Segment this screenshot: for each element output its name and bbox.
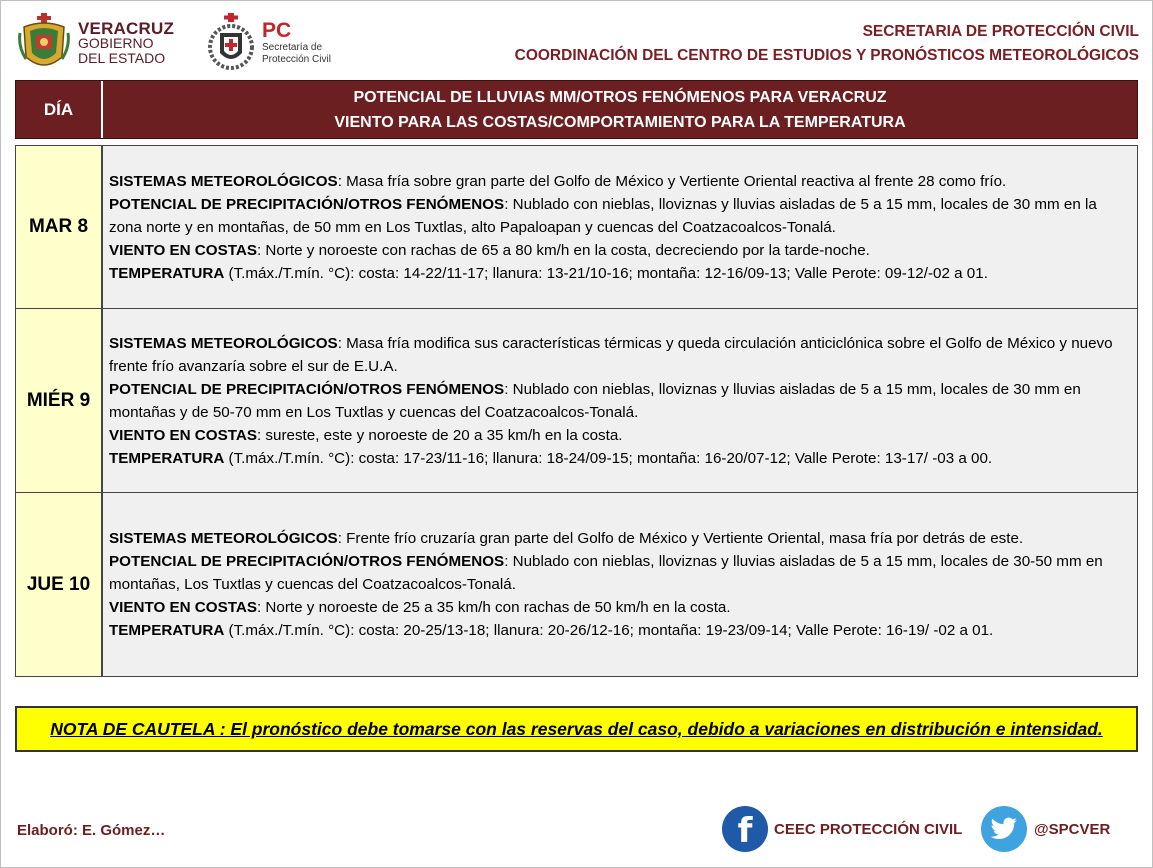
precipitacion-label: POTENCIAL DE PRECIPITACIÓN/OTROS FENÓMENOS <box>109 195 505 213</box>
temperatura-label: TEMPERATURA <box>109 449 225 467</box>
forecast-table-header <box>15 80 1138 139</box>
sistemas-text: : Masa fría modifica sus características térmicas y queda circulación anticiclónica sobre el Golfo de México y nuevo frente frío avanzaría sobre el sur de E.U.A. <box>109 334 1113 375</box>
precipitacion-label: POTENCIAL DE PRECIPITACIÓN/OTROS FENÓMENOS <box>109 553 505 570</box>
temperatura-line <box>109 262 1123 285</box>
column-header-day: DÍA <box>16 81 103 138</box>
twitter-label[interactable]: @SPCVER <box>1034 820 1111 838</box>
precipitacion-text: : Nublado con nieblas, lloviznas y lluvias aisladas de 5 a 15 mm, locales de 30 mm en la zona norte y en montañas, de 50 mm en Los Tuxtlas, alto Papaloapan y cuencas del Coatzacoalcos-Tonalá. <box>109 195 1097 236</box>
temperatura-text: (T.máx./T.mín. °C): costa: 14-22/11-17; llanura: 13-21/10-16; montaña: 12-16/09-13; Valle Perote: 09-12/-02 a 01. <box>224 264 988 282</box>
pc-logo-sub1: Secretaría de <box>262 42 323 53</box>
precipitacion-text: : Nublado con nieblas, lloviznas y lluvias aisladas de 5 a 15 mm, locales de 30-50 mm en montañas, Los Tuxtlas y cuencas del Coatzacoalcos-Tonalá. <box>109 553 1103 593</box>
header-title-coordinacion: COORDINACIÓN DEL CENTRO DE ESTUDIOS Y PRONÓSTICOS METEOROLÓGICOS <box>514 47 1139 64</box>
facebook-link[interactable] <box>722 806 962 852</box>
viento-line <box>109 596 1123 619</box>
viento-line <box>109 239 1123 262</box>
nota-de-cautela <box>15 706 1138 752</box>
header-title-secretaria: SECRETARIA DE PROTECCIÓN CIVIL <box>862 23 1139 40</box>
viento-text: : Norte y noroeste con rachas de 65 a 80 km/h en la costa, decreciendo por la tarde-noche. <box>256 241 870 259</box>
pc-logo-title: PC <box>262 19 292 42</box>
forecast-day-cell: JUE 10 <box>16 493 103 676</box>
sistemas-label: SISTEMAS METEOROLÓGICOS <box>109 172 338 190</box>
forecast-day-cell: MIÉR 9 <box>16 309 103 492</box>
proteccion-civil-logo <box>206 12 356 74</box>
temperatura-label: TEMPERATURA <box>109 264 225 282</box>
sistemas-label: SISTEMAS METEOROLÓGICOS <box>109 334 338 352</box>
forecast-row-mier9 <box>15 308 1138 492</box>
forecast-detail-cell <box>103 146 1137 308</box>
pc-shield-icon <box>206 13 256 73</box>
column-header-line1: POTENCIAL DE LLUVIAS MM/OTROS FENÓMENOS PARA VERACRUZ <box>353 88 887 106</box>
temperatura-line <box>109 619 1123 642</box>
viento-text: : sureste, este y noroeste de 20 a 35 km/h en la costa. <box>256 426 623 444</box>
sistemas-text: : Frente frío cruzaría gran parte del Golfo de México y Vertiente Oriental, masa fría por detrás de este. <box>337 530 1024 547</box>
elaboro-credit: Elaboró: E. Gómez… <box>17 822 166 839</box>
forecast-row-jue10 <box>15 492 1138 677</box>
forecast-detail-cell <box>103 493 1137 676</box>
precipitacion-line <box>109 378 1123 424</box>
forecast-day-cell: MAR 8 <box>16 146 103 308</box>
column-header-forecast <box>103 81 1137 138</box>
veracruz-logo-line1: VERACRUZ <box>78 18 175 38</box>
veracruz-crest-icon <box>18 13 70 73</box>
viento-label: VIENTO EN COSTAS <box>109 599 257 616</box>
temperatura-text: (T.máx./T.mín. °C): costa: 17-23/11-16; llanura: 18-24/09-15; montaña: 16-20/07-12; Valle Perote: 13-17/ -03 a 00. <box>224 449 993 467</box>
forecast-table-body <box>15 145 1138 677</box>
temperatura-label: TEMPERATURA <box>109 622 225 639</box>
forecast-detail-cell <box>103 309 1137 492</box>
sistemas-text: : Masa fría sobre gran parte del Golfo de México y Vertiente Oriental reactiva al frente 28 como frío. <box>337 172 1007 190</box>
sistemas-line <box>109 527 1123 550</box>
veracruz-logo-line3: DEL ESTADO <box>78 49 166 66</box>
precipitacion-text: : Nublado con nieblas, lloviznas y lluvias aisladas de 5 a 15 mm, locales de 30 mm en montañas y de 50-70 mm en Los Tuxtlas y cuencas del Coatzacoalcos-Tonalá. <box>109 380 1081 421</box>
twitter-link[interactable] <box>981 806 1110 852</box>
precipitacion-label: POTENCIAL DE PRECIPITACIÓN/OTROS FENÓMENOS <box>109 380 505 398</box>
veracruz-government-logo <box>18 12 178 74</box>
viento-text: : Norte y noroeste de 25 a 35 km/h con rachas de 50 km/h en la costa. <box>256 599 731 616</box>
twitter-icon[interactable] <box>981 806 1027 852</box>
forecast-row-mar8 <box>15 145 1138 308</box>
document-header <box>0 0 1153 78</box>
header-titles <box>515 20 1139 68</box>
sistemas-line <box>109 170 1123 193</box>
veracruz-logo-line2: GOBIERNO <box>78 34 154 51</box>
sistemas-line <box>109 332 1123 378</box>
facebook-icon[interactable]: f <box>722 806 768 852</box>
twitter-bird-icon <box>990 817 1018 841</box>
precipitacion-line <box>109 550 1123 596</box>
sistemas-label: SISTEMAS METEOROLÓGICOS <box>109 530 338 547</box>
nota-text: NOTA DE CAUTELA : El pronóstico debe tomarse con las reservas del caso, debido a variaciones en distribución e intensidad. <box>50 718 1103 739</box>
viento-line <box>109 424 1123 447</box>
column-header-line2: VIENTO PARA LAS COSTAS/COMPORTAMIENTO PARA LA TEMPERATURA <box>334 113 906 131</box>
facebook-label[interactable]: CEEC PROTECCIÓN CIVIL <box>774 820 963 838</box>
viento-label: VIENTO EN COSTAS <box>109 241 257 259</box>
pc-logo-sub2: Protección Civil <box>262 54 331 65</box>
precipitacion-line <box>109 193 1123 239</box>
viento-label: VIENTO EN COSTAS <box>109 426 257 444</box>
temperatura-text: (T.máx./T.mín. °C): costa: 20-25/13-18; llanura: 20-26/12-16; montaña: 19-23/09-14; Valle Perote: 16-19/ -02 a 01. <box>224 622 994 639</box>
temperatura-line <box>109 447 1123 470</box>
